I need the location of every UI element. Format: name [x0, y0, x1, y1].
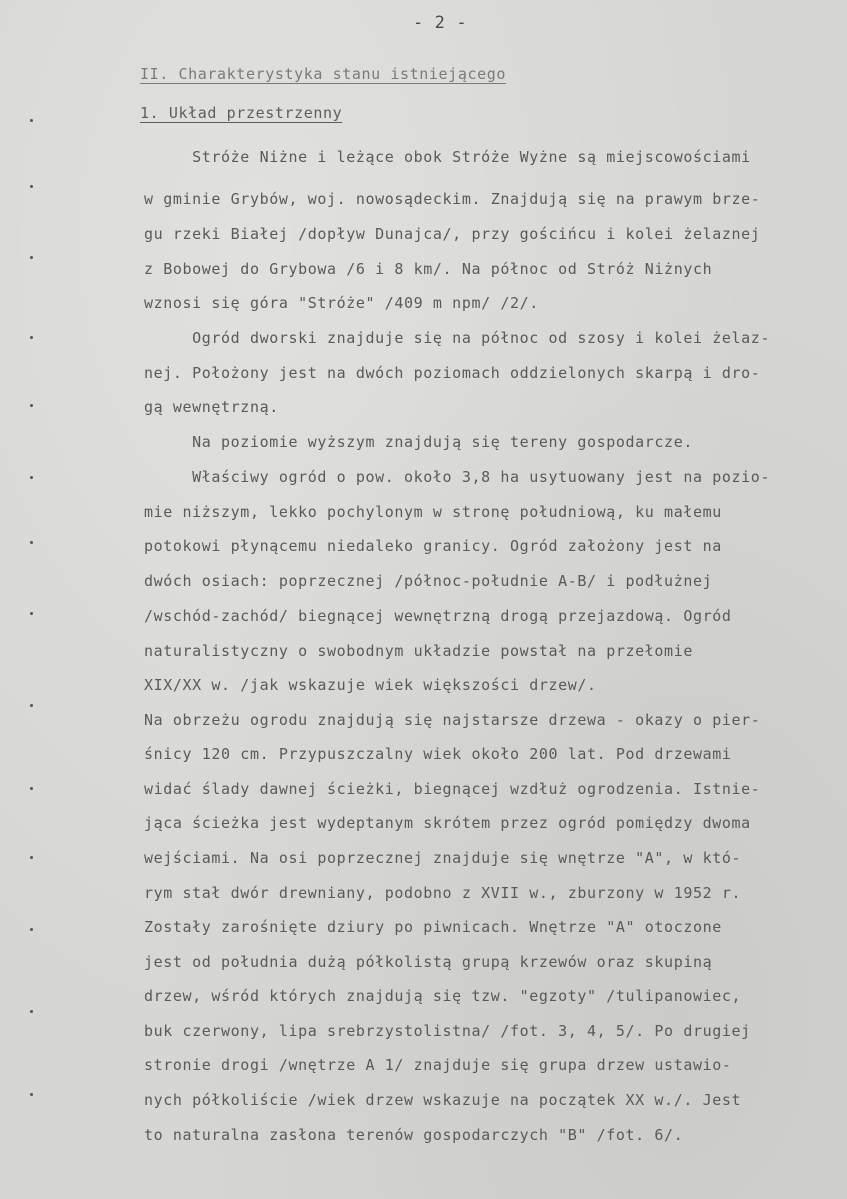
- binder-hole-mark: [30, 787, 33, 790]
- body-text-line: gą wewnętrzną.: [144, 398, 279, 416]
- body-text-line: z Bobowej do Grybowa /6 i 8 km/. Na północ od Stróż Niżnych: [144, 260, 713, 278]
- body-text-line: Na poziomie wyższym znajdują się tereny gospodarcze.: [144, 433, 693, 451]
- body-text-line: XIX/XX w. /jak wskazuje wiek większości drzew/.: [144, 676, 597, 694]
- binder-hole-mark: [30, 928, 33, 931]
- body-text-line: stronie drogi /wnętrze A 1/ znajduje się grupa drzew ustawio-: [144, 1056, 732, 1074]
- body-text-line: nej. Położony jest na dwóch poziomach oddzielonych skarpą i dro-: [144, 364, 761, 382]
- body-text-line: gu rzeki Białej /dopływ Dunajca/, przy gościńcu i kolei żelaznej: [144, 225, 761, 243]
- body-text-line: śnicy 120 cm. Przypuszczalny wiek około 200 lat. Pod drzewami: [144, 745, 732, 763]
- body-text-line: to naturalna zasłona terenów gospodarczych "B" /fot. 6/.: [144, 1126, 684, 1144]
- body-text-line: Ogród dworski znajduje się na północ od szosy i kolei żelaz-: [144, 329, 770, 347]
- binder-hole-mark: [30, 476, 33, 479]
- body-text-line: naturalistyczny o swobodnym układzie powstał na przełomie: [144, 642, 693, 660]
- body-text-line: potokowi płynącemu niedaleko granicy. Ogród założony jest na: [144, 537, 722, 555]
- body-text-line: rym stał dwór drewniany, podobno z XVII w., zburzony w 1952 r.: [144, 884, 742, 902]
- body-text-line: wejściami. Na osi poprzecznej znajduje się wnętrze "A", w któ-: [144, 849, 742, 867]
- body-text-line: mie niższym, lekko pochylonym w stronę południową, ku małemu: [144, 503, 722, 521]
- subsection-title: 1. Układ przestrzenny: [140, 104, 343, 122]
- body-text-line: Zostały zarośnięte dziury po piwnicach. Wnętrze "A" otoczone: [144, 918, 722, 936]
- body-text-line: Stróże Niżne i leżące obok Stróże Wyżne są miejscowościami: [144, 148, 751, 166]
- body-text-line: buk czerwony, lipa srebrzystolistna/ /fot. 3, 4, 5/. Po drugiej: [144, 1022, 751, 1040]
- body-text-line: wznosi się góra "Stróże" /409 m npm/ /2/.: [144, 294, 539, 312]
- body-text-line: dwóch osiach: poprzecznej /północ-południe A-B/ i podłużnej: [144, 572, 713, 590]
- body-text-line: jąca ścieżka jest wydeptanym skrótem przez ogród pomiędzy dwoma: [144, 814, 751, 832]
- binder-hole-mark: [30, 336, 33, 339]
- binder-hole-mark: [30, 119, 33, 122]
- body-text-line: w gminie Grybów, woj. nowosądeckim. Znajdują się na prawym brze-: [144, 190, 761, 208]
- binder-hole-mark: [30, 1010, 33, 1013]
- binder-hole-mark: [30, 256, 33, 259]
- binder-hole-mark: [30, 612, 33, 615]
- page-number: - 2 -: [413, 13, 468, 33]
- body-text-line: Właściwy ogród o pow. około 3,8 ha usytuowany jest na pozio-: [144, 468, 770, 486]
- binder-hole-mark: [30, 185, 33, 188]
- body-text-line: nych półkoliście /wiek drzew wskazuje na początek XX w./. Jest: [144, 1091, 742, 1109]
- body-text-line: jest od południa dużą półkolistą grupą krzewów oraz skupiną: [144, 953, 713, 971]
- body-text-line: /wschód-zachód/ biegnącej wewnętrzną drogą przejazdową. Ogród: [144, 607, 732, 625]
- binder-hole-mark: [30, 856, 33, 859]
- binder-hole-mark: [30, 1093, 33, 1096]
- body-text-line: drzew, wśród których znajdują się tzw. "egzoty" /tulipanowiec,: [144, 987, 742, 1005]
- binder-hole-mark: [30, 404, 33, 407]
- body-text-line: widać ślady dawnej ścieżki, biegnącej wzdłuż ogrodzenia. Istnie-: [144, 780, 761, 798]
- binder-hole-mark: [30, 704, 33, 707]
- binder-hole-mark: [30, 541, 33, 544]
- body-text-line: Na obrzeżu ogrodu znajdują się najstarsze drzewa - okazy o pier-: [144, 711, 761, 729]
- section-title: II. Charakterystyka stanu istniejącego: [140, 65, 506, 83]
